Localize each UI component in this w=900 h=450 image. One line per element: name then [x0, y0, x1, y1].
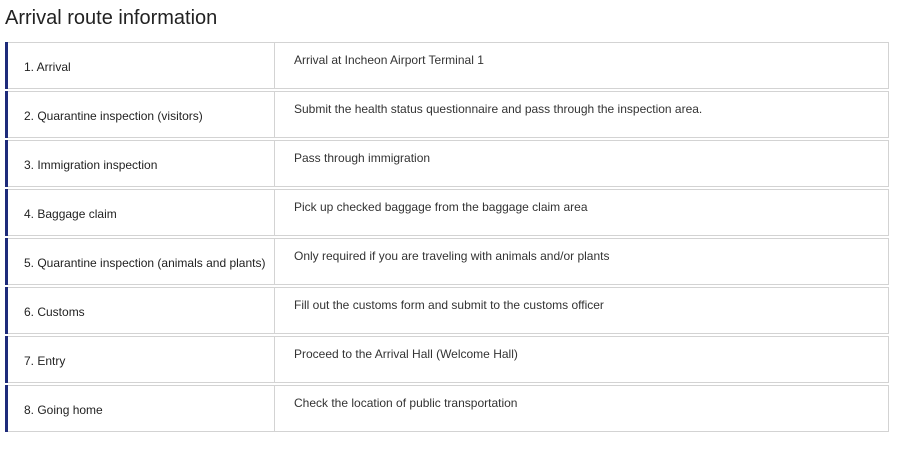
row-accent-bar: [5, 140, 8, 187]
row-accent-bar: [5, 336, 8, 383]
route-row-quarantine-visitors: [5, 91, 889, 138]
route-row-going-home: [5, 385, 889, 432]
page-title: Arrival route information: [5, 7, 218, 29]
row-accent-bar: [5, 385, 8, 432]
step-description: Only required if you are traveling with animals and/or plants: [294, 249, 610, 263]
route-row-immigration: [5, 140, 889, 187]
row-accent-bar: [5, 189, 8, 236]
step-description: Submit the health status questionnaire and pass through the inspection area.: [294, 102, 703, 116]
step-label: 6. Customs: [6, 288, 275, 333]
step-description: Pass through immigration: [294, 151, 431, 165]
row-accent-bar: [5, 238, 8, 285]
route-row-entry: [5, 336, 889, 383]
route-row-baggage-claim: [5, 189, 889, 236]
step-label: 5. Quarantine inspection (animals and plants): [6, 239, 275, 284]
step-label: 4. Baggage claim: [6, 190, 275, 235]
row-accent-bar: [5, 287, 8, 334]
route-row-customs: [5, 287, 889, 334]
step-description: Check the location of public transportation: [294, 396, 518, 410]
route-row-arrival: [5, 42, 889, 89]
step-label: 2. Quarantine inspection (visitors): [6, 92, 275, 137]
row-accent-bar: [5, 42, 8, 89]
step-label: 1. Arrival: [6, 43, 275, 88]
step-label: 3. Immigration inspection: [6, 141, 275, 186]
row-accent-bar: [5, 91, 8, 138]
step-label: 8. Going home: [6, 386, 275, 431]
step-label: 7. Entry: [6, 337, 275, 382]
step-description: Pick up checked baggage from the baggage claim area: [294, 200, 588, 214]
route-row-quarantine-animals-plants: [5, 238, 889, 285]
step-description: Fill out the customs form and submit to the customs officer: [294, 298, 604, 312]
step-description: Arrival at Incheon Airport Terminal 1: [294, 53, 484, 67]
step-description: Proceed to the Arrival Hall (Welcome Hall): [294, 347, 518, 361]
arrival-route-table: [5, 42, 889, 434]
